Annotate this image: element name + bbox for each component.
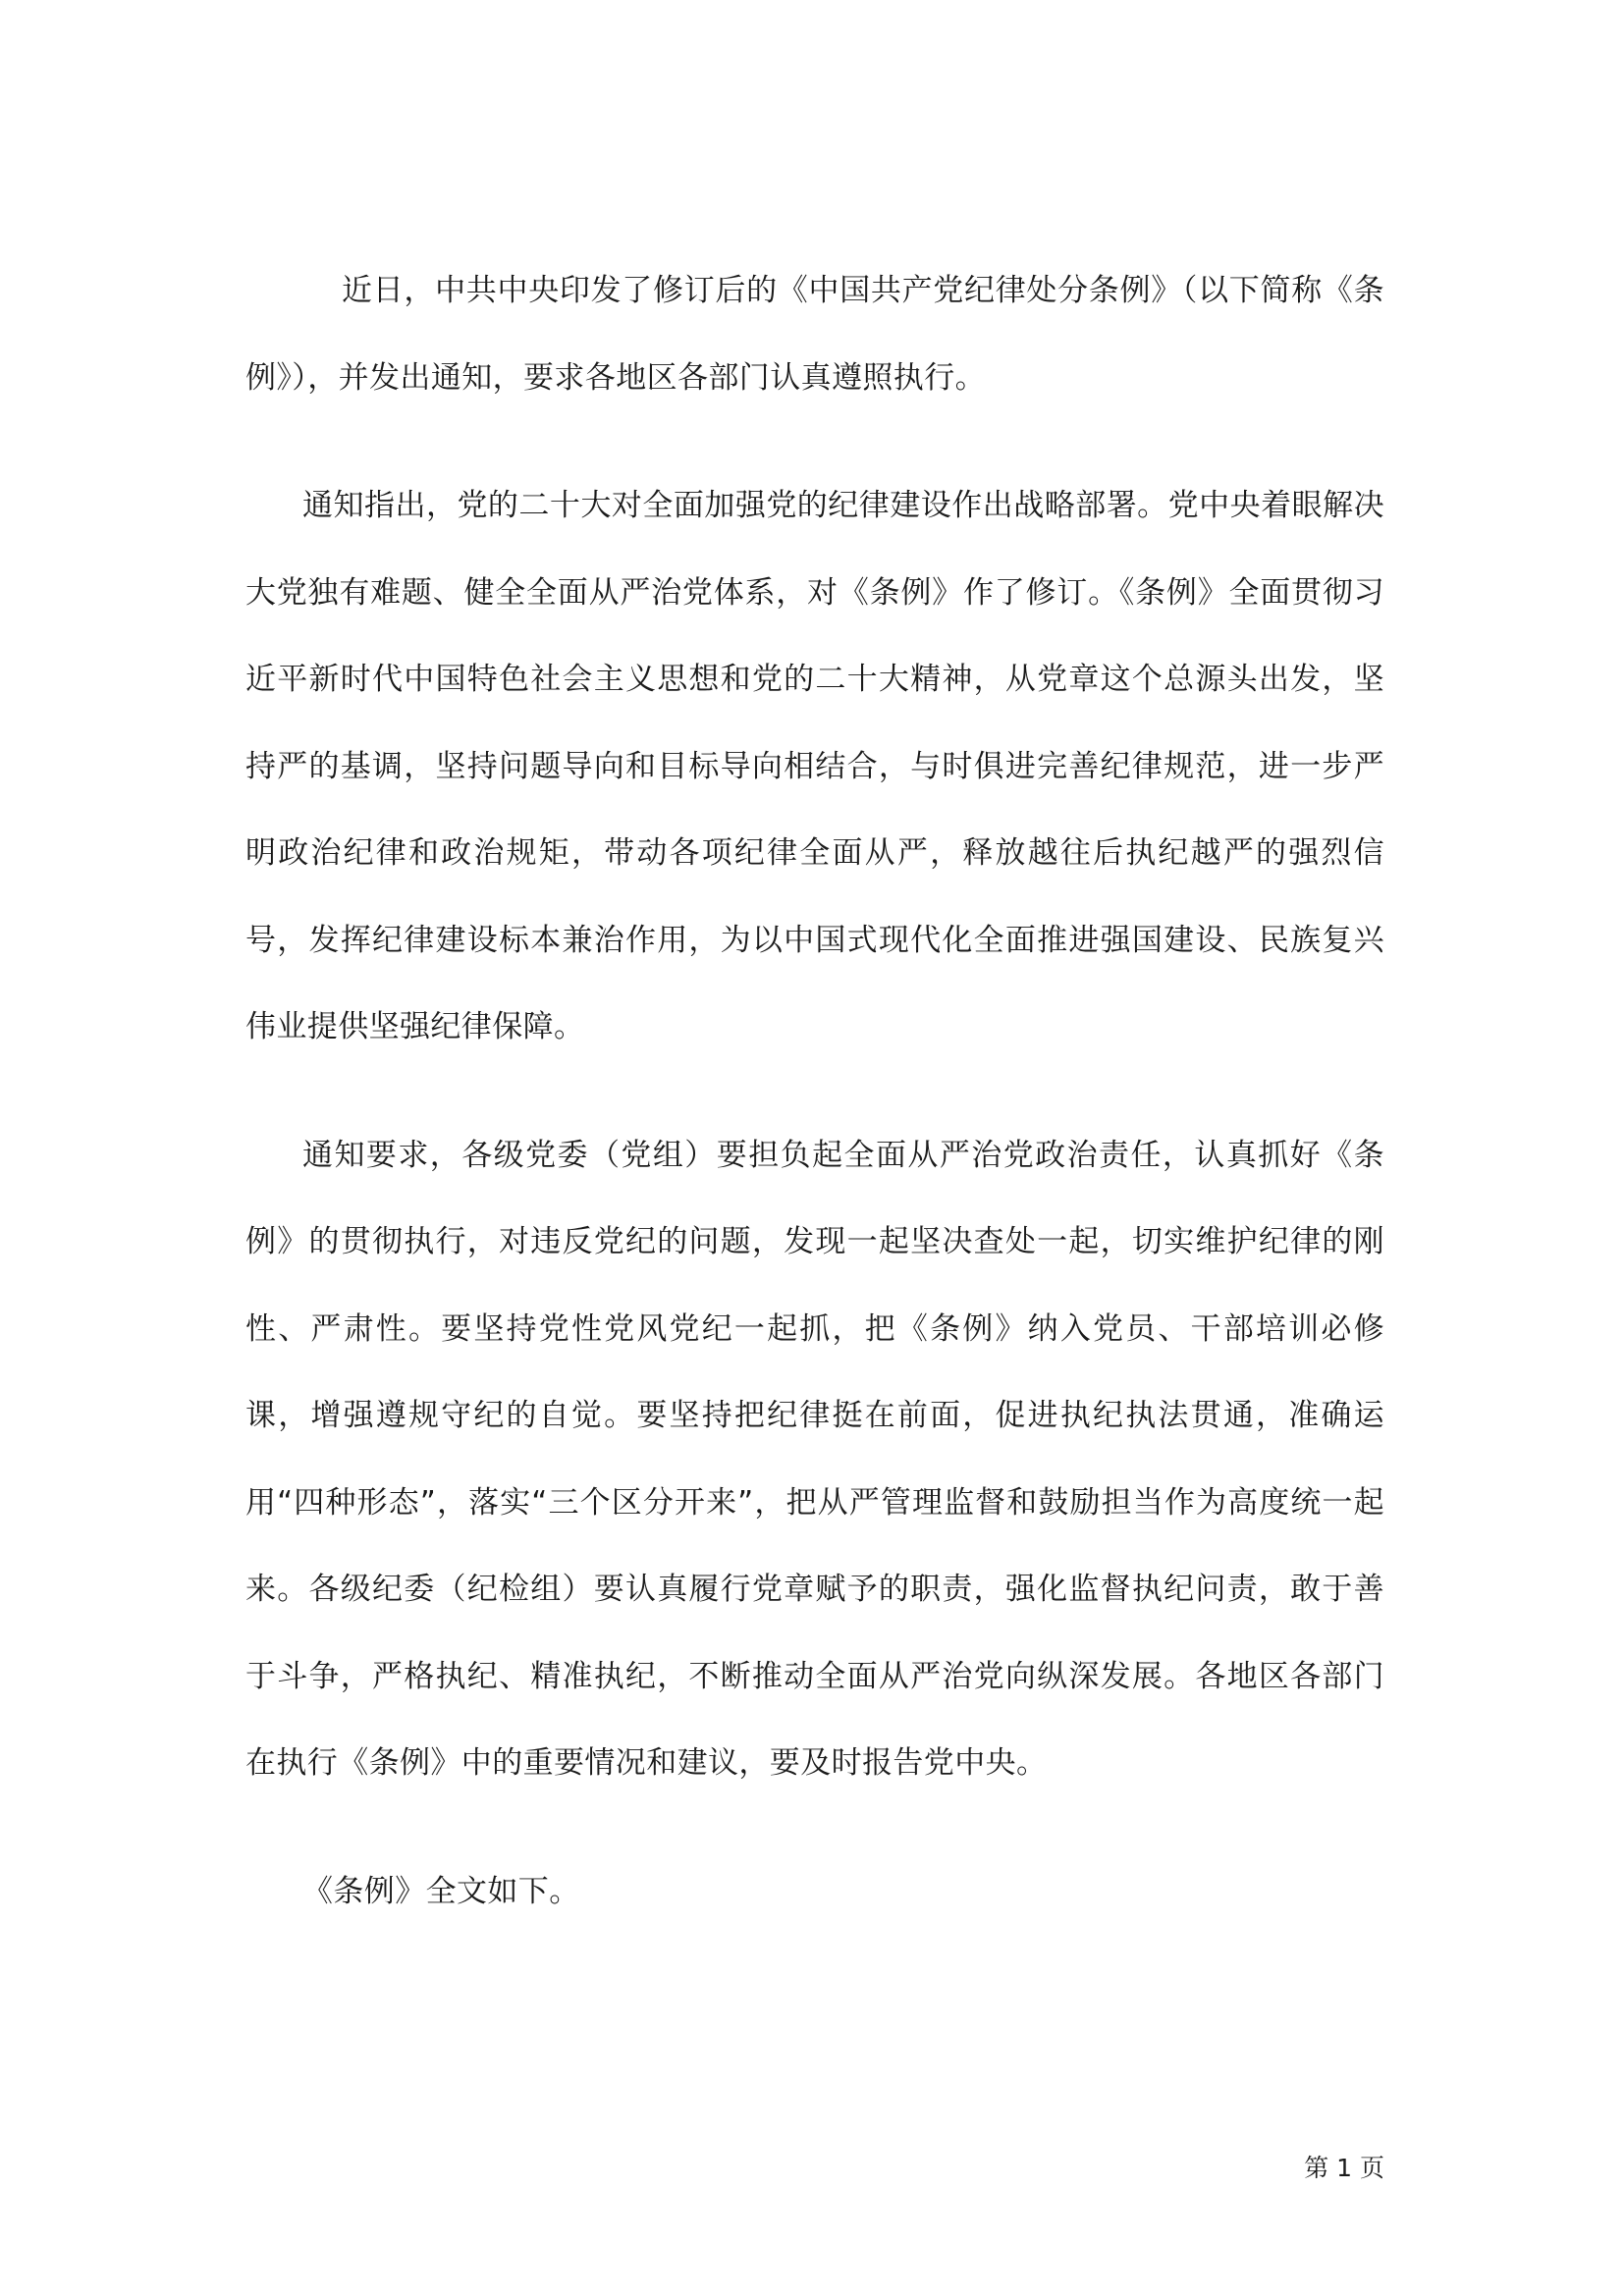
paragraph-intro: 近日，中共中央印发了修订后的《中国共产党纪律处分条例》（以下简称《条例》），并发出通知，要求各地区各部门认真遵照执行。 (245, 273, 1384, 396)
paragraph-full-text-lead: 《条例》全文如下。 (302, 1873, 580, 1909)
paragraph-notice-points: 通知指出，党的二十大对全面加强党的纪律建设作出战略部署。党中央着眼解决大党独有难题、健全全面从严治党体系，对《条例》作了修订。《条例》全面贯彻习近平新时代中国特色社会主义思想和党的二十大精神，从党章这个总源头出发，坚持严的基调，坚持问题导向和目标导向相结合，与时俱进完善纪律规范，进一步严明政治纪律和政治规矩，带动各项纪律全面从严，释放越往后执纪越严的强烈信号，发挥纪律建设标本兼治作用，为以中国式现代化全面推进强国建设、民族复兴伟业提供坚强纪律保障。 (245, 488, 1384, 1044)
page-number: 第 1 页 (1304, 2154, 1384, 2182)
document-body (245, 247, 1384, 1976)
paragraph-notice-requirements: 通知要求，各级党委（党组）要担负起全面从严治党政治责任，认真抓好《条例》的贯彻执行，对违反党纪的问题，发现一起坚决查处一起，切实维护纪律的刚性、严肃性。要坚持党性党风党纪一起抓，把《条例》纳入党员、干部培训必修课，增强遵规守纪的自觉。要坚持把纪律挺在前面，促进执纪执法贯通，准确运用“四种形态”，落实“三个区分开来”，把从严管理监督和鼓励担当作为高度统一起来。各级纪委（纪检组）要认真履行党章赋予的职责，强化监督执纪问责，敢于善于斗争，严格执纪、精准执纪，不断推动全面从严治党向纵深发展。各地区各部门在执行《条例》中的重要情况和建议，要及时报告党中央。 (245, 1137, 1384, 1781)
